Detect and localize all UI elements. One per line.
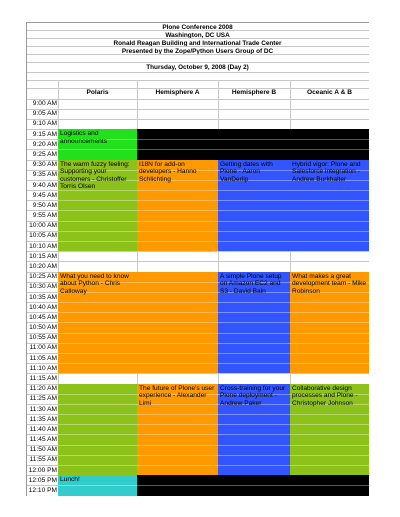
- time-label: 11:35 AM: [29, 415, 57, 423]
- time-label: 11:40 AM: [29, 425, 57, 433]
- session-title: Lunch!: [60, 476, 80, 484]
- time-label: 11:20 AM: [29, 385, 57, 393]
- time-label: 10:35 AM: [29, 293, 57, 301]
- session-title: The warm fuzzy feeling: Supporting your customers - Christoffer Torris Olsen: [60, 160, 130, 191]
- time-label: 11:55 AM: [29, 456, 57, 464]
- sheet-border: [26, 22, 369, 496]
- session-title: The future of Plone's user experience - Alexander Limi: [139, 384, 215, 407]
- conference-title: Plone Conference 2008: [162, 24, 233, 31]
- time-label: 10:55 AM: [29, 334, 57, 342]
- session-title: Hybrid vigor: Plone and Salesforce integration - Andrew Burkhalter: [292, 160, 361, 183]
- time-label: 10:45 AM: [29, 313, 57, 321]
- time-label: 10:30 AM: [29, 283, 57, 291]
- time-label: 9:55 AM: [32, 212, 57, 220]
- time-label: 9:10 AM: [32, 120, 57, 128]
- column-header-hemisphere-b: Hemisphere B: [231, 89, 277, 96]
- time-label: 9:05 AM: [32, 110, 57, 118]
- time-label: 9:25 AM: [32, 151, 57, 158]
- time-label: 11:10 AM: [29, 364, 57, 372]
- column-header-hemisphere-a: Hemisphere A: [155, 89, 200, 96]
- time-label: 9:20 AM: [32, 140, 57, 148]
- time-label: 9:30 AM: [32, 161, 57, 169]
- time-label: 9:15 AM: [32, 130, 57, 138]
- time-label: 11:00 AM: [29, 344, 57, 352]
- session-title: What makes a great development team - Mike Robinson: [292, 272, 367, 295]
- time-label: 11:30 AM: [29, 405, 57, 413]
- time-label: 9:40 AM: [32, 181, 57, 189]
- time-label: 9:00 AM: [32, 100, 57, 108]
- time-label: 10:10 AM: [29, 242, 57, 250]
- time-label: 10:00 AM: [29, 222, 57, 230]
- session-title: I18N for add-on developers - Hanno Schlichting: [139, 160, 197, 183]
- schedule-sheet: [26, 22, 369, 496]
- day-heading: Thursday, October 9, 2008 (Day 2): [146, 64, 249, 71]
- column-header-polaris: Polaris: [86, 89, 109, 96]
- time-label: 9:50 AM: [32, 201, 57, 209]
- column-header-oceanic: Oceanic A & B: [307, 89, 352, 96]
- time-label: 12:00 PM: [28, 466, 57, 474]
- time-label: 12:05 PM: [28, 476, 57, 484]
- time-label: 10:50 AM: [29, 324, 57, 332]
- time-label: 9:45 AM: [32, 191, 57, 199]
- session-title: A simple Plone setup on Amazon EC2 and S3 - David Bain: [220, 272, 282, 295]
- time-label: 12:10 PM: [28, 486, 57, 494]
- time-label: 11:15 AM: [29, 374, 57, 382]
- time-label: 10:05 AM: [29, 232, 57, 240]
- time-label: 9:35 AM: [32, 171, 57, 179]
- session-title: What you need to know about Python - Chris Calloway: [60, 272, 129, 295]
- session-title: Cross-training for your Plone deployment - Andrew Paker: [220, 384, 286, 407]
- time-label: 11:05 AM: [29, 354, 57, 362]
- time-label: 11:25 AM: [29, 395, 57, 403]
- session-title: Getting dates with Plone - Aaron VanDerlip: [220, 160, 273, 183]
- session-title: Collaborative design processes and Plone - Christopher Johnson: [292, 384, 358, 407]
- time-label: 11:50 AM: [29, 446, 57, 454]
- conference-presenter: Presented by the Zope/Python Users Group of DC: [121, 48, 274, 55]
- time-label: 11:45 AM: [29, 436, 57, 444]
- conference-venue: Ronald Reagan Building and International Trade Center: [113, 40, 282, 47]
- time-label: 10:40 AM: [29, 303, 57, 311]
- time-label: 10:20 AM: [29, 262, 57, 270]
- time-label: 10:25 AM: [29, 273, 57, 281]
- time-label: 10:15 AM: [29, 252, 57, 260]
- conference-location: Washington, DC USA: [165, 32, 230, 39]
- session-title: Logistics and announcements: [60, 130, 107, 145]
